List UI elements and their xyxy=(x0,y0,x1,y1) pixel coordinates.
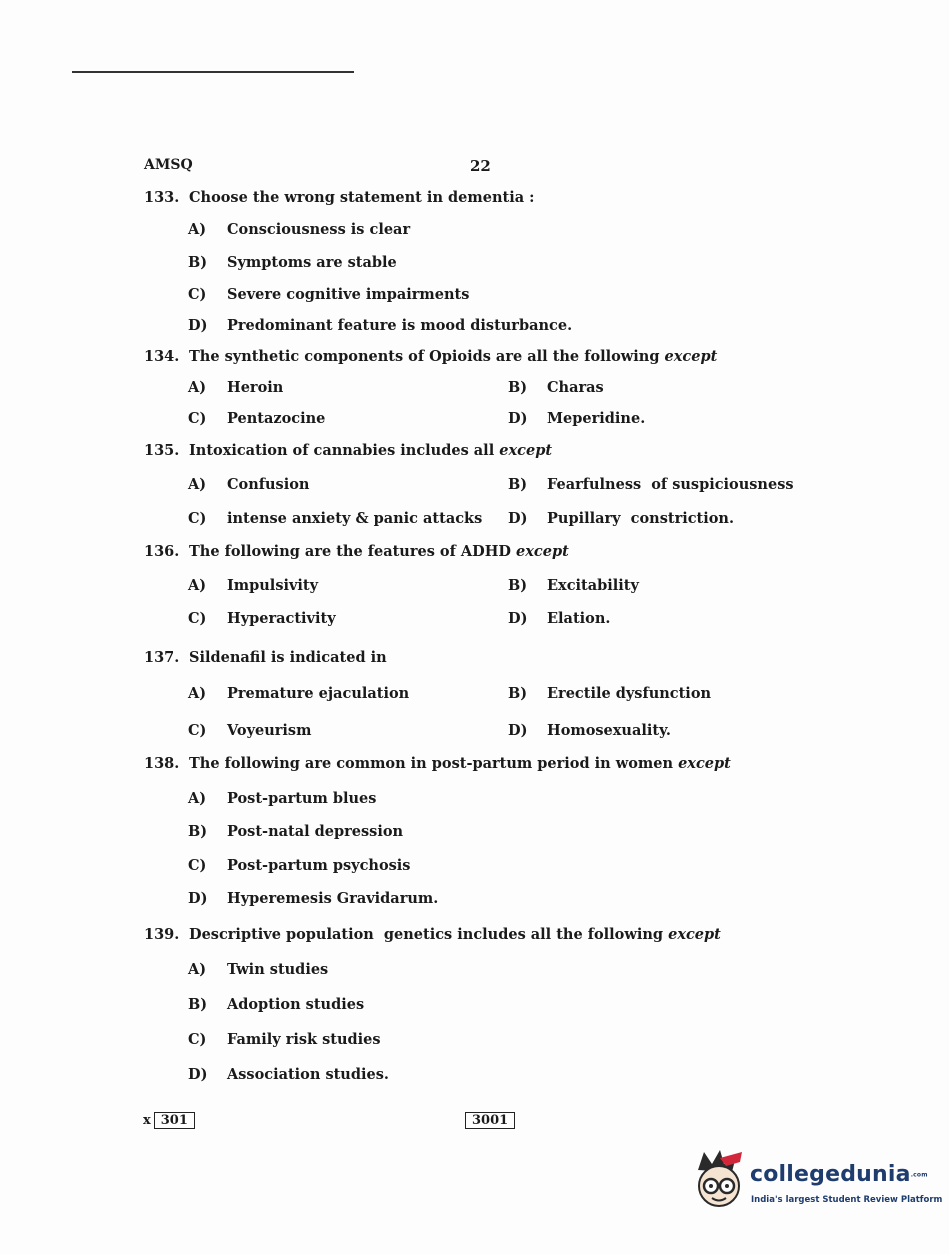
option-d: D) Meperidine. xyxy=(508,410,646,427)
option-c: C) Voyeurism xyxy=(188,722,312,739)
option-a: A) Heroin xyxy=(188,379,284,396)
question-text: Sildenafil is indicated in xyxy=(189,649,387,666)
question-134 xyxy=(144,348,717,365)
option-c: C) intense anxiety & panic attacks xyxy=(188,510,483,527)
option-b: B) Excitability xyxy=(508,577,639,594)
option-d: D) Hyperemesis Gravidarum. xyxy=(188,890,439,907)
option-a: A) Impulsivity xyxy=(188,577,319,594)
question-number: 139. xyxy=(144,926,180,943)
question-139 xyxy=(144,926,721,943)
question-number: 136. xyxy=(144,543,180,560)
question-emphasis: except xyxy=(516,543,569,560)
question-133 xyxy=(144,189,535,206)
option-b: B) Adoption studies xyxy=(188,996,365,1013)
question-number: 134. xyxy=(144,348,180,365)
option-a: A) Consciousness is clear xyxy=(188,221,411,238)
option-a: A) Post-partum blues xyxy=(188,790,377,807)
option-c: C) Pentazocine xyxy=(188,410,326,427)
footer-code xyxy=(462,1112,515,1129)
logo-brand: collegedunia.com xyxy=(750,1162,928,1187)
option-d: D) Homosexuality. xyxy=(508,722,671,739)
top-rule xyxy=(72,71,354,73)
question-emphasis: except xyxy=(678,755,731,772)
option-a: A) Premature ejaculation xyxy=(188,685,410,702)
option-b: B) Fearfulness of suspiciousness xyxy=(508,476,794,493)
option-c: C) Severe cognitive impairments xyxy=(188,286,470,303)
question-136 xyxy=(144,543,569,560)
option-b: B) Erectile dysfunction xyxy=(508,685,712,702)
option-d: D) Association studies. xyxy=(188,1066,389,1083)
question-emphasis: except xyxy=(499,442,553,459)
option-b: B) Charas xyxy=(508,379,604,396)
question-text: Descriptive population genetics includes all the following xyxy=(189,926,664,943)
code-box: 3001 xyxy=(465,1112,515,1129)
question-138 xyxy=(144,755,731,772)
option-b: B) Post-natal depression xyxy=(188,823,404,840)
option-c: C) Hyperactivity xyxy=(188,610,336,627)
series-box: 301 xyxy=(154,1112,195,1129)
question-137 xyxy=(144,649,387,666)
option-d: D) Pupillary constriction. xyxy=(508,510,735,527)
question-number: 133. xyxy=(144,189,180,206)
option-a: A) Confusion xyxy=(188,476,310,493)
option-c: C) Post-partum psychosis xyxy=(188,857,411,874)
question-number: 137. xyxy=(144,649,180,666)
mascot-icon xyxy=(690,1148,748,1214)
question-emphasis: except xyxy=(664,348,718,365)
question-number: 138. xyxy=(144,755,180,772)
footer-series: x 301 xyxy=(143,1112,195,1129)
question-135 xyxy=(144,442,552,459)
question-emphasis: except xyxy=(668,926,721,943)
option-d: D) Elation. xyxy=(508,610,611,627)
option-a: A) Twin studies xyxy=(188,961,329,978)
question-text: The synthetic components of Opioids are all the following xyxy=(189,348,660,365)
option-b: B) Symptoms are stable xyxy=(188,254,397,271)
option-d: D) Predominant feature is mood disturbance. xyxy=(188,317,573,334)
question-text: Choose the wrong statement in dementia : xyxy=(189,189,535,206)
question-text: Intoxication of cannabies includes all xyxy=(189,442,495,459)
page-number: 22 xyxy=(470,157,491,175)
collegedunia-logo[interactable] xyxy=(690,1148,943,1218)
option-c: C) Family risk studies xyxy=(188,1031,381,1048)
question-text: The following are common in post-partum period in women xyxy=(189,755,674,772)
question-number: 135. xyxy=(144,442,180,459)
paper-code: AMSQ xyxy=(144,157,193,173)
logo-tagline: India's largest Student Review Platform xyxy=(751,1195,943,1205)
question-text: The following are the features of ADHD xyxy=(189,543,511,560)
